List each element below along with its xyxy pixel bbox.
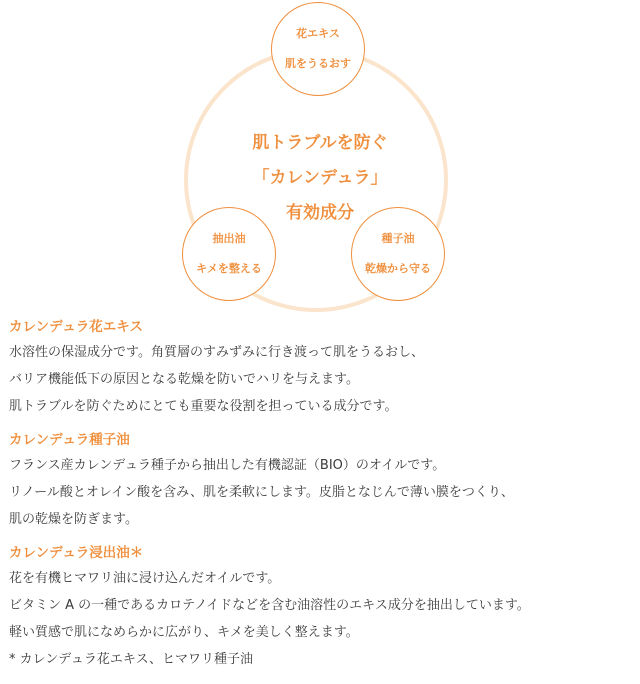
node-title: 花エキス [296,27,340,40]
center-line-3: 有効成分 [286,203,354,223]
node-flower-extract [271,2,365,96]
ingredient-descriptions [9,315,634,673]
section-text-line: 水溶性の保湿成分です。角質層のすみずみに行き渡って肌をうるおし、 [9,345,424,360]
section-title: カレンデュラ浸出油＊ [9,545,144,561]
node-seed-oil [351,207,445,301]
section-flower-extract [9,315,634,420]
section-text-line: 軽い質感で肌になめらかに広がり、キメを美しく整えます。 [9,625,359,640]
section-text-line: 肌トラブルを防ぐためにとても重要な役割を担っている成分です。 [9,399,398,414]
section-text-line: ビタミン A の一種であるカロテノイドなどを含む油溶性のエキス成分を抽出しています。 [9,598,530,613]
node-desc: 乾燥から守る [365,262,431,275]
section-text-line: フランス産カレンデュラ種子から抽出した有機認証（BIO）のオイルです。 [9,458,446,473]
node-extract-oil [182,207,276,301]
node-desc: 肌をうるおす [285,57,351,70]
section-text-line: 花を有機ヒマワリ油に浸け込んだオイルです。 [9,571,281,586]
node-title: 抽出油 [212,232,246,245]
section-title: カレンデュラ花エキス [9,319,143,335]
node-title: 種子油 [381,232,415,245]
section-title: カレンデュラ種子油 [9,432,130,448]
ingredient-diagram [0,0,640,310]
section-text-line: 肌の乾燥を防ぎます。 [9,512,138,527]
section-text-line: リノール酸とオレイン酸を含み、肌を柔軟にします。皮脂となじんで薄い膜をつくり、 [9,485,514,500]
section-text-line: バリア機能低下の原因となる乾燥を防いでハリを与えます。 [9,372,359,387]
node-desc: キメを整える [196,262,262,275]
section-seed-oil [9,428,634,533]
section-infused-oil [9,541,634,673]
center-line-2: 「カレンデュラ」 [252,168,388,188]
footnote: * カレンデュラ花エキス、ヒマワリ種子油 [9,652,254,667]
center-line-1: 肌トラブルを防ぐ [252,133,388,153]
